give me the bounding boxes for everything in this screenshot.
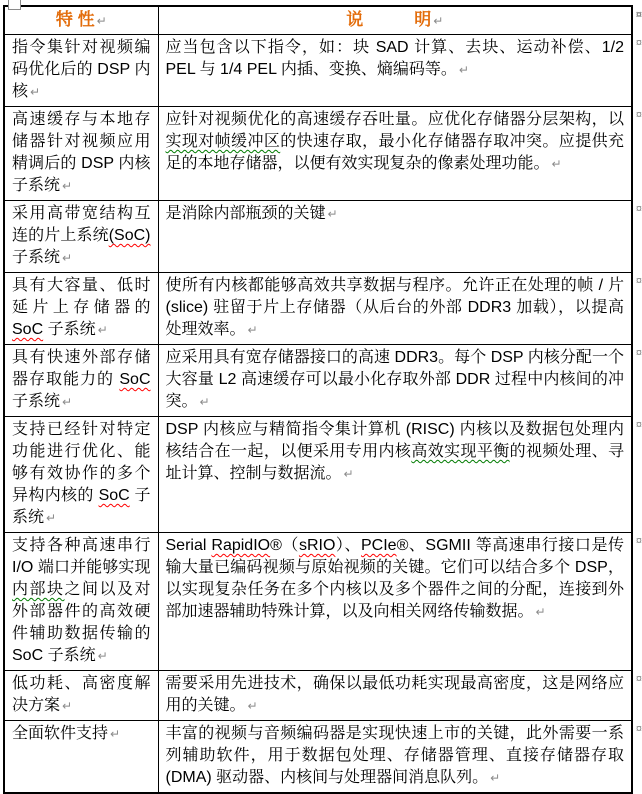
row-end-mark: ¤ (635, 37, 642, 49)
paragraph-end-mark: ↵ (535, 605, 546, 619)
feature-cell (4, 671, 158, 721)
text-segment: 子系统 (12, 249, 61, 266)
description-text (166, 723, 625, 789)
paragraph-end-mark: ↵ (458, 63, 469, 77)
description-cell (158, 417, 642, 533)
table-row (4, 107, 632, 201)
description-text (166, 673, 625, 717)
text-segment: 子系统 (12, 487, 151, 526)
text-segment: 指令集针对视频编码优化后的 DSP 内核 (12, 39, 151, 100)
feature-cell (4, 533, 158, 671)
text-segment: 支持各种高速串行 I/O 端口并能够实现 (12, 537, 151, 576)
header-description (158, 6, 642, 35)
table-row (4, 533, 632, 671)
paragraph-end-mark: ↵ (327, 207, 338, 221)
description-text (166, 109, 625, 175)
row-end-mark: ¤ (635, 109, 642, 121)
grammar-marked-text: 高效实现平衡 (411, 443, 510, 460)
paragraph-end-mark: ↵ (62, 251, 73, 265)
text-segment: Serial (165, 537, 212, 554)
spec-table (3, 5, 642, 794)
text-segment: 之间以及对外部器件的高效硬件辅助数据传输的 SoC 子系统 (12, 581, 151, 664)
table-row (4, 273, 632, 345)
text-segment: 的快速存取，最小化存储器存取冲突。应提供充足的本地存储器，以便有效实现复杂的像素处理功能。 (165, 133, 624, 172)
paragraph-end-mark: ↵ (62, 395, 73, 409)
paragraph-end-mark: ↵ (46, 511, 57, 525)
table-row (4, 201, 632, 273)
text-segment: 应针对视频优化的高速缓存吞吐量。应优化存储器分层架构，以 (165, 111, 624, 128)
paragraph-end-mark: ↵ (343, 467, 354, 481)
text-segment: 低功耗、高密度解决方案 (12, 675, 151, 714)
grammar-marked-text: 内部块 (12, 581, 65, 598)
description-cell (158, 533, 642, 671)
paragraph-end-mark: ↵ (247, 699, 258, 713)
description-cell (158, 721, 642, 794)
text-segment: ）、 (335, 537, 361, 554)
feature-text (12, 723, 151, 745)
table-row (4, 35, 632, 107)
description-text (166, 535, 625, 623)
paragraph-end-mark: ↵ (199, 395, 210, 409)
header-description-label: 说 明 (346, 10, 432, 29)
text-segment: 应采用具有宽存储器接口的高速 DDR3。每个 DSP 内核分配一个大容量 L2 高速缓存可以最小化存取外部 DDR 过程中内核间的冲突。 (165, 349, 624, 410)
paragraph-end-mark: ↵ (62, 699, 73, 713)
spellcheck-marked-text: RapidIO (211, 537, 271, 554)
feature-text (12, 347, 151, 413)
row-end-mark: ¤ (635, 203, 642, 215)
text-segment: 是消除内部瓶颈的关键 (165, 205, 326, 222)
spellcheck-marked-text: PCIe (361, 537, 397, 554)
description-text (166, 275, 625, 341)
table-move-handle[interactable] (8, 0, 21, 10)
table-row (4, 671, 632, 721)
text-segment: 全面软件支持 (12, 725, 109, 742)
text-segment: 支持已经针对特定功能进行优化、能够有效协作的多个异构内核的 (12, 421, 151, 504)
grammar-marked-text: 实现对帧缓冲区 (165, 133, 281, 150)
row-end-mark: ¤ (635, 673, 642, 685)
text-segment: ®、SGMII 等高速串行接口是传输大量已编码视频与原始视频的关键。它们可以结合多个 DSP，以实现复杂任务在多个内核以及多个器件之间的分配，连接到外部加速器辅助特殊计算，以及向相关网络传输数据。 (165, 537, 624, 620)
feature-cell (4, 345, 158, 417)
text-segment: 采用高带宽结构互连的片上系统 (12, 205, 151, 244)
paragraph-end-mark: ↵ (110, 727, 121, 741)
text-segment: DSP 内核应与精简指令集计算机 (RISC) 内核以及数据包处理内核结合在一起，以便采用专用内核 (165, 421, 624, 460)
feature-text (12, 535, 151, 667)
description-text (166, 419, 625, 485)
text-segment: 具有大容量、低时延片上存储器的 (12, 277, 151, 316)
text-segment: 丰富的视频与音频编码器是实现快速上市的关键，此外需要一系列辅助软件，用于数据包处理、存储器管理、直接存储器存取 (DMA) 驱动器、内核间与处理器间消息队列。 (165, 725, 624, 786)
feature-cell (4, 107, 158, 201)
paragraph-end-mark: ↵ (30, 85, 41, 99)
description-text (166, 347, 625, 413)
row-end-mark: ¤ (635, 9, 642, 21)
paragraph-end-mark: ↵ (96, 14, 107, 28)
paragraph-end-mark: ↵ (433, 14, 444, 28)
feature-cell (4, 35, 158, 107)
row-end-mark: ¤ (635, 347, 642, 359)
feature-text (12, 109, 151, 197)
spellcheck-marked-text: SoC (119, 371, 151, 388)
spellcheck-marked-text: SoC (98, 487, 130, 504)
header-feature (4, 6, 158, 35)
feature-text (12, 275, 151, 341)
paragraph-end-mark: ↵ (97, 649, 108, 663)
document-page (0, 5, 642, 786)
table-row (4, 721, 632, 794)
paragraph-end-mark: ↵ (490, 771, 501, 785)
paragraph-end-mark: ↵ (247, 323, 258, 337)
spellcheck-marked-text: (SoC) (108, 227, 151, 244)
text-segment: 应当包含以下指令，如：块 SAD 计算、去块、运动补偿、1/2 PEL 与 1/4 PEL 内插、变换、熵编码等。 (165, 39, 624, 78)
description-cell (158, 107, 642, 201)
feature-cell (4, 417, 158, 533)
row-end-mark: ¤ (635, 275, 642, 287)
text-segment: 使所有内核都能够高效共享数据与程序。允许正在处理的帧 / 片 (slice) 驻留于片上存储器（从后台的外部 DDR3 加载），以提高处理效率。 (165, 277, 624, 338)
feature-text (12, 419, 151, 529)
text-segment: 子系统 (43, 321, 96, 338)
description-text (166, 37, 625, 81)
text-segment: ®（ (270, 537, 299, 554)
row-end-mark: ¤ (635, 723, 642, 735)
paragraph-end-mark: ↵ (551, 157, 562, 171)
table-row (4, 345, 632, 417)
feature-cell (4, 273, 158, 345)
description-cell (158, 671, 642, 721)
text-segment: 的视频处理、寻址计算、控制与数据流。 (165, 443, 624, 482)
feature-cell (4, 201, 158, 273)
description-cell (158, 35, 642, 107)
spellcheck-marked-text: sRIO (298, 537, 336, 554)
feature-text (12, 37, 151, 103)
paragraph-end-mark: ↵ (97, 323, 108, 337)
feature-text (12, 203, 151, 269)
feature-cell (4, 721, 158, 794)
description-cell (158, 201, 642, 273)
description-cell (158, 273, 642, 345)
description-cell (158, 345, 642, 417)
header-feature-label: 特 性 (55, 10, 95, 29)
paragraph-end-mark: ↵ (62, 179, 73, 193)
text-segment: 子系统 (12, 393, 61, 410)
row-end-mark: ¤ (635, 419, 642, 431)
header-row (4, 6, 632, 35)
description-text (166, 203, 625, 225)
text-segment: 高速缓存与本地存储器针对视频应用精调后的 DSP 内核子系统 (12, 111, 151, 194)
text-segment: 具有快速外部存储器存取能力的 (12, 349, 151, 388)
table-row (4, 417, 632, 533)
feature-text (12, 673, 151, 717)
spellcheck-marked-text: SoC (12, 321, 44, 338)
row-end-mark: ¤ (635, 535, 642, 547)
text-segment: 需要采用先进技术，确保以最低功耗实现最高密度，这是网络应用的关键。 (165, 675, 624, 714)
